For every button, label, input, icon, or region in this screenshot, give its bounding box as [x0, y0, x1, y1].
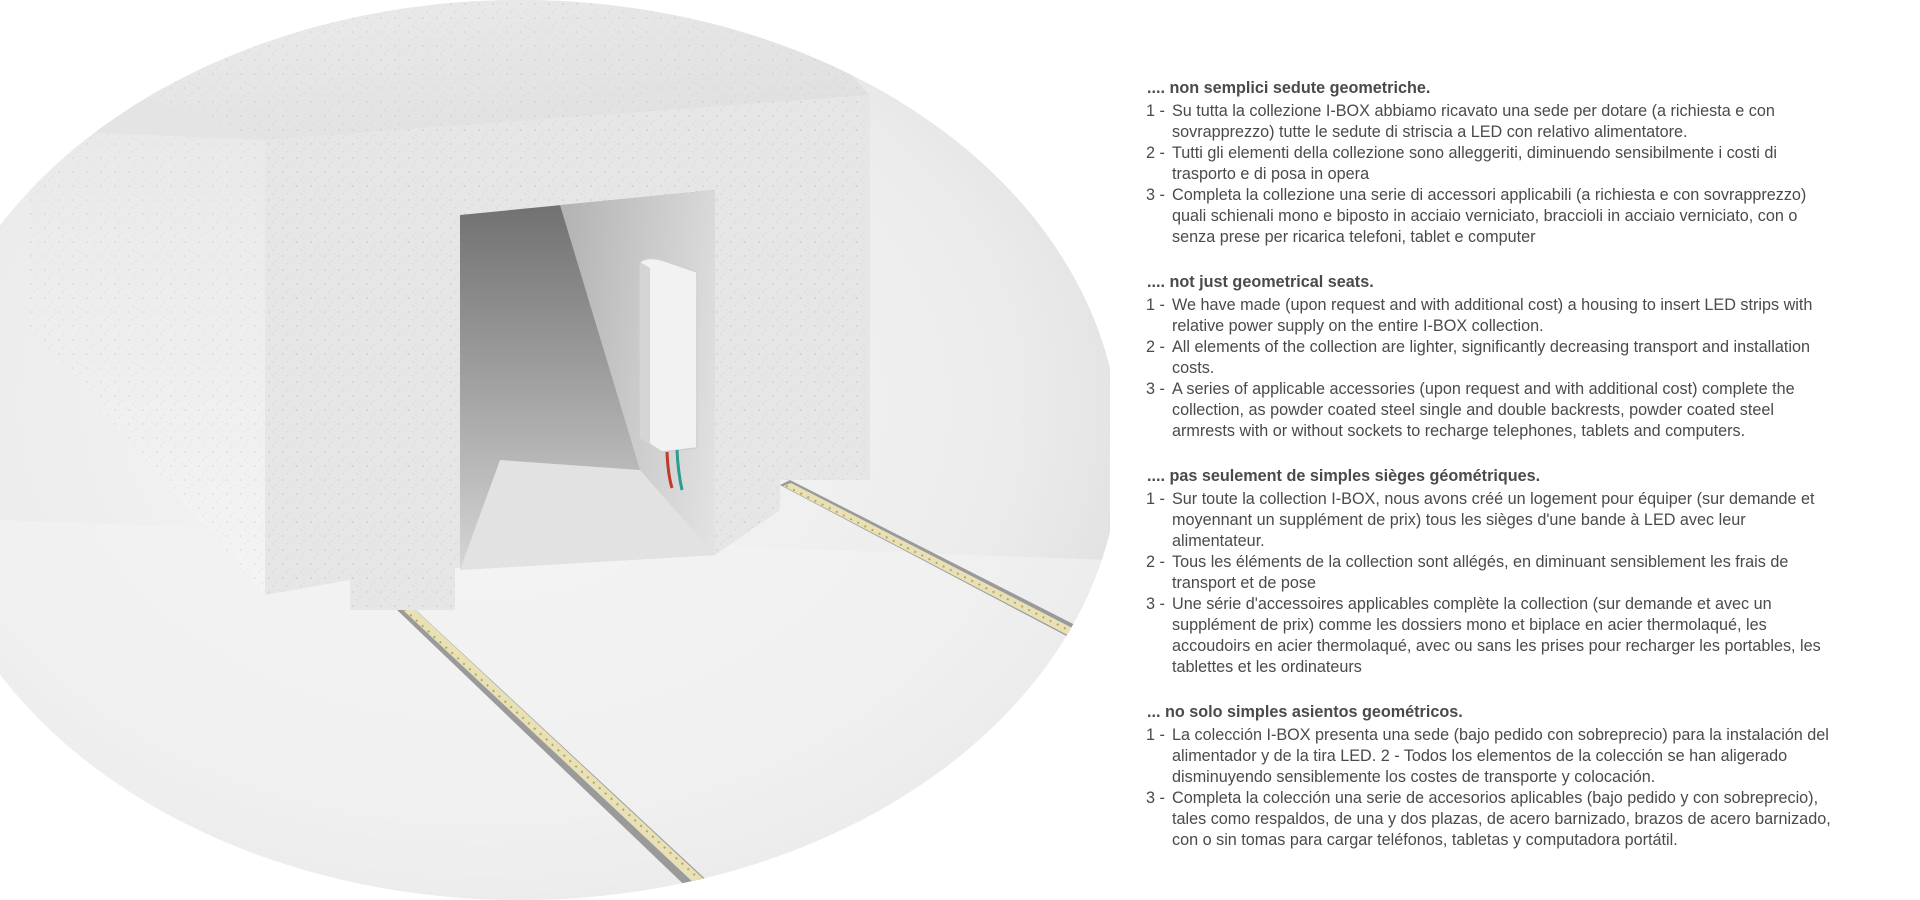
- list-item: [1140, 101, 1840, 143]
- item-number: 2 -: [1146, 144, 1165, 162]
- item-text: Sur toute la collection I-BOX, nous avons créé un logement pour équiper (sur demande et moyennant un supplément de prix) tous les sièges d'une bande à LED avec leur alimentateur.: [1172, 490, 1815, 550]
- item-text: Tutti gli elementi della collezione sono alleggeriti, diminuendo sensibilmente i costi di trasporto e di posa in opera: [1172, 144, 1777, 183]
- section-spanish: [1140, 702, 1840, 851]
- list-item: [1140, 379, 1840, 442]
- section-french: [1140, 466, 1840, 678]
- list-item: [1140, 185, 1840, 248]
- item-text: A series of applicable accessories (upon request and with additional cost) complete the collection, as powder coated steel single and double backrests, powder coated steel armrests with or without sockets to recharge telephones, tablets and computers.: [1172, 380, 1795, 440]
- item-number: 1 -: [1146, 490, 1165, 508]
- list-item: [1140, 552, 1840, 594]
- item-number: 1 -: [1146, 102, 1165, 120]
- item-text: Une série d'accessoires applicables complète la collection (sur demande et avec un supplément de prix) comme les dossiers mono et biplace en acier thermolaqué, les accoudoirs en acier thermolaqué, avec ou sans les prises pour recharger les portables, les tablettes et les ordinateurs: [1172, 595, 1821, 676]
- list-item: [1140, 788, 1840, 851]
- item-text: Su tutta la collezione I-BOX abbiamo ricavato una sede per dotare (a richiesta e con sovrapprezzo) tutte le sedute di striscia a LED con relativo alimentatore.: [1172, 102, 1775, 141]
- item-text: Tous les éléments de la collection sont allégés, en diminuant sensiblement les frais de transport et de pose: [1172, 553, 1789, 592]
- item-text: All elements of the collection are lighter, significantly decreasing transport and installation costs.: [1172, 338, 1810, 377]
- list-item: [1140, 295, 1840, 337]
- list-item: [1140, 489, 1840, 552]
- section-italian: [1140, 78, 1840, 248]
- item-number: 1 -: [1146, 726, 1165, 744]
- section-title: ... no solo simples asientos geométricos.: [1147, 703, 1463, 721]
- item-number: 1 -: [1146, 296, 1165, 314]
- item-number: 2 -: [1146, 553, 1165, 571]
- item-number: 3 -: [1146, 186, 1165, 204]
- item-text: We have made (upon request and with additional cost) a housing to insert LED strips with relative power supply on the entire I-BOX collection.: [1172, 296, 1813, 335]
- item-text: La colección I-BOX presenta una sede (bajo pedido con sobreprecio) para la instalación del alimentador y de la tira LED. 2 - Todos los elementos de la colección se han aligerado disminuyendo sensiblemente los costes de transporte y colocación.: [1172, 726, 1829, 786]
- item-number: 3 -: [1146, 595, 1165, 613]
- list-item: [1140, 143, 1840, 185]
- section-title: .... pas seulement de simples sièges géométriques.: [1147, 467, 1541, 485]
- list-item: [1140, 337, 1840, 379]
- list-item: [1140, 725, 1840, 788]
- item-number: 3 -: [1146, 380, 1165, 398]
- item-text: Completa la collezione una serie di accessori applicabili (a richiesta e con sovrapprezzo) quali schienali mono e biposto in acciaio verniciato, braccioli in acciaio verniciato, con o senza prese per ricarica telefoni, tablet e computer: [1172, 186, 1807, 246]
- section-english: [1140, 272, 1840, 442]
- item-number: 2 -: [1146, 338, 1165, 356]
- section-title: .... non semplici sedute geometriche.: [1147, 79, 1431, 97]
- description-panel: [1140, 78, 1840, 875]
- item-text: Completa la colección una serie de accesorios aplicables (bajo pedido y con sobreprecio), tales como respaldos, de una y dos plazas, de acero barnizado, brazos de acero barnizado, con o sin tomas para cargar teléfonos, tabletas y computadora portátil.: [1172, 789, 1831, 849]
- item-number: 3 -: [1146, 789, 1165, 807]
- list-item: [1140, 594, 1840, 678]
- section-title: .... not just geometrical seats.: [1147, 273, 1374, 291]
